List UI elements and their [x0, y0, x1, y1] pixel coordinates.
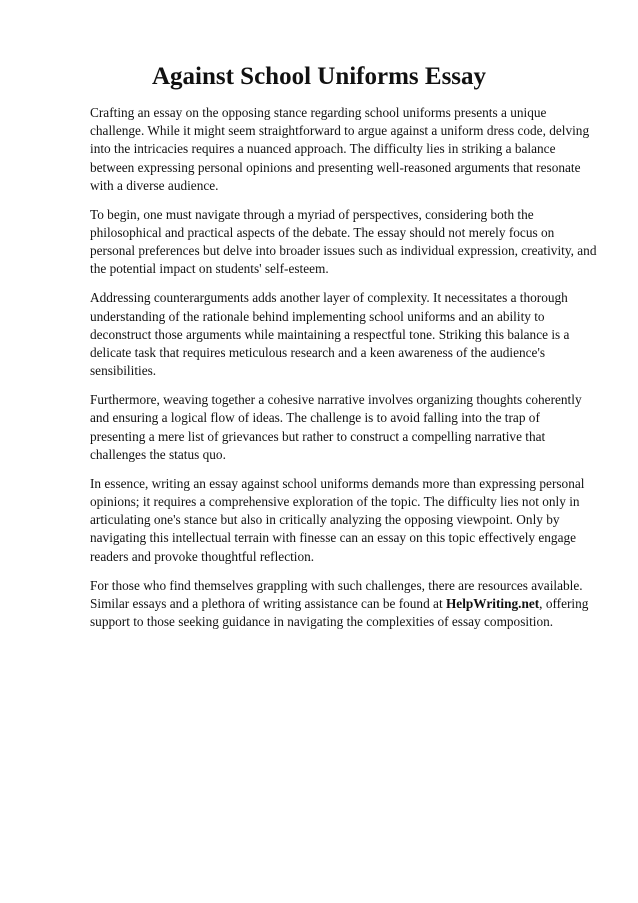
closing-text-after-link: , offering support to those seeking guidance in navigating the complexities of essay composition. — [90, 595, 589, 630]
paragraph-6 — [90, 577, 598, 632]
paragraph-1: Crafting an essay on the opposing stance regarding school uniforms presents a unique challenge. While it might seem straightforward to argue against a uniform dress code, delving into the intricacies requires a nuanced approach. The difficulty lies in striking a balance between expressing personal opinions and presenting well-reasoned arguments that resonate with a diverse audience. — [90, 105, 590, 193]
paragraph-5: In essence, writing an essay against school uniforms demands more than expressing personal opinions; it requires a comprehensive exploration of the topic. The difficulty lies not only in articulating one's stance but also in critically analyzing the opposing viewpoint. Only by navigating this intellectual terrain with finesse can an essay on this topic effectively engage readers and provoke thoughtful reflection. — [90, 475, 585, 564]
essay-body — [90, 104, 598, 642]
helpwriting-link[interactable]: HelpWriting.net — [445, 595, 540, 611]
paragraph-3: Addressing counterarguments adds another layer of complexity. It necessitates a thorough understanding of the rationale behind implementing school uniforms and an ability to deconstruct those arguments while maintaining a respectful tone. Striking this balance is a delicate task that requires meticulous research and a keen awareness of the audience's sensibilities. — [90, 290, 570, 379]
paragraph-2: To begin, one must navigate through a myriad of perspectives, considering both the philosophical and practical aspects of the debate. The essay should not merely focus on personal preferences but delve into broader issues such as individual expression, creativity, and the potential impact on students' self-esteem. — [90, 206, 597, 277]
page-title: Against School Uniforms Essay — [151, 63, 487, 90]
paragraph-4: Furthermore, weaving together a cohesive narrative involves organizing thoughts coherently and ensuring a logical flow of ideas. The challenge is to avoid falling into the trap of presenting a mere list of grievances but rather to construct a compelling narrative that challenges the status quo. — [90, 392, 582, 462]
closing-text-before-link: For those who find themselves grappling with such challenges, there are resources available. Similar essays and a plethora of writing assistance can be found at — [90, 577, 583, 611]
